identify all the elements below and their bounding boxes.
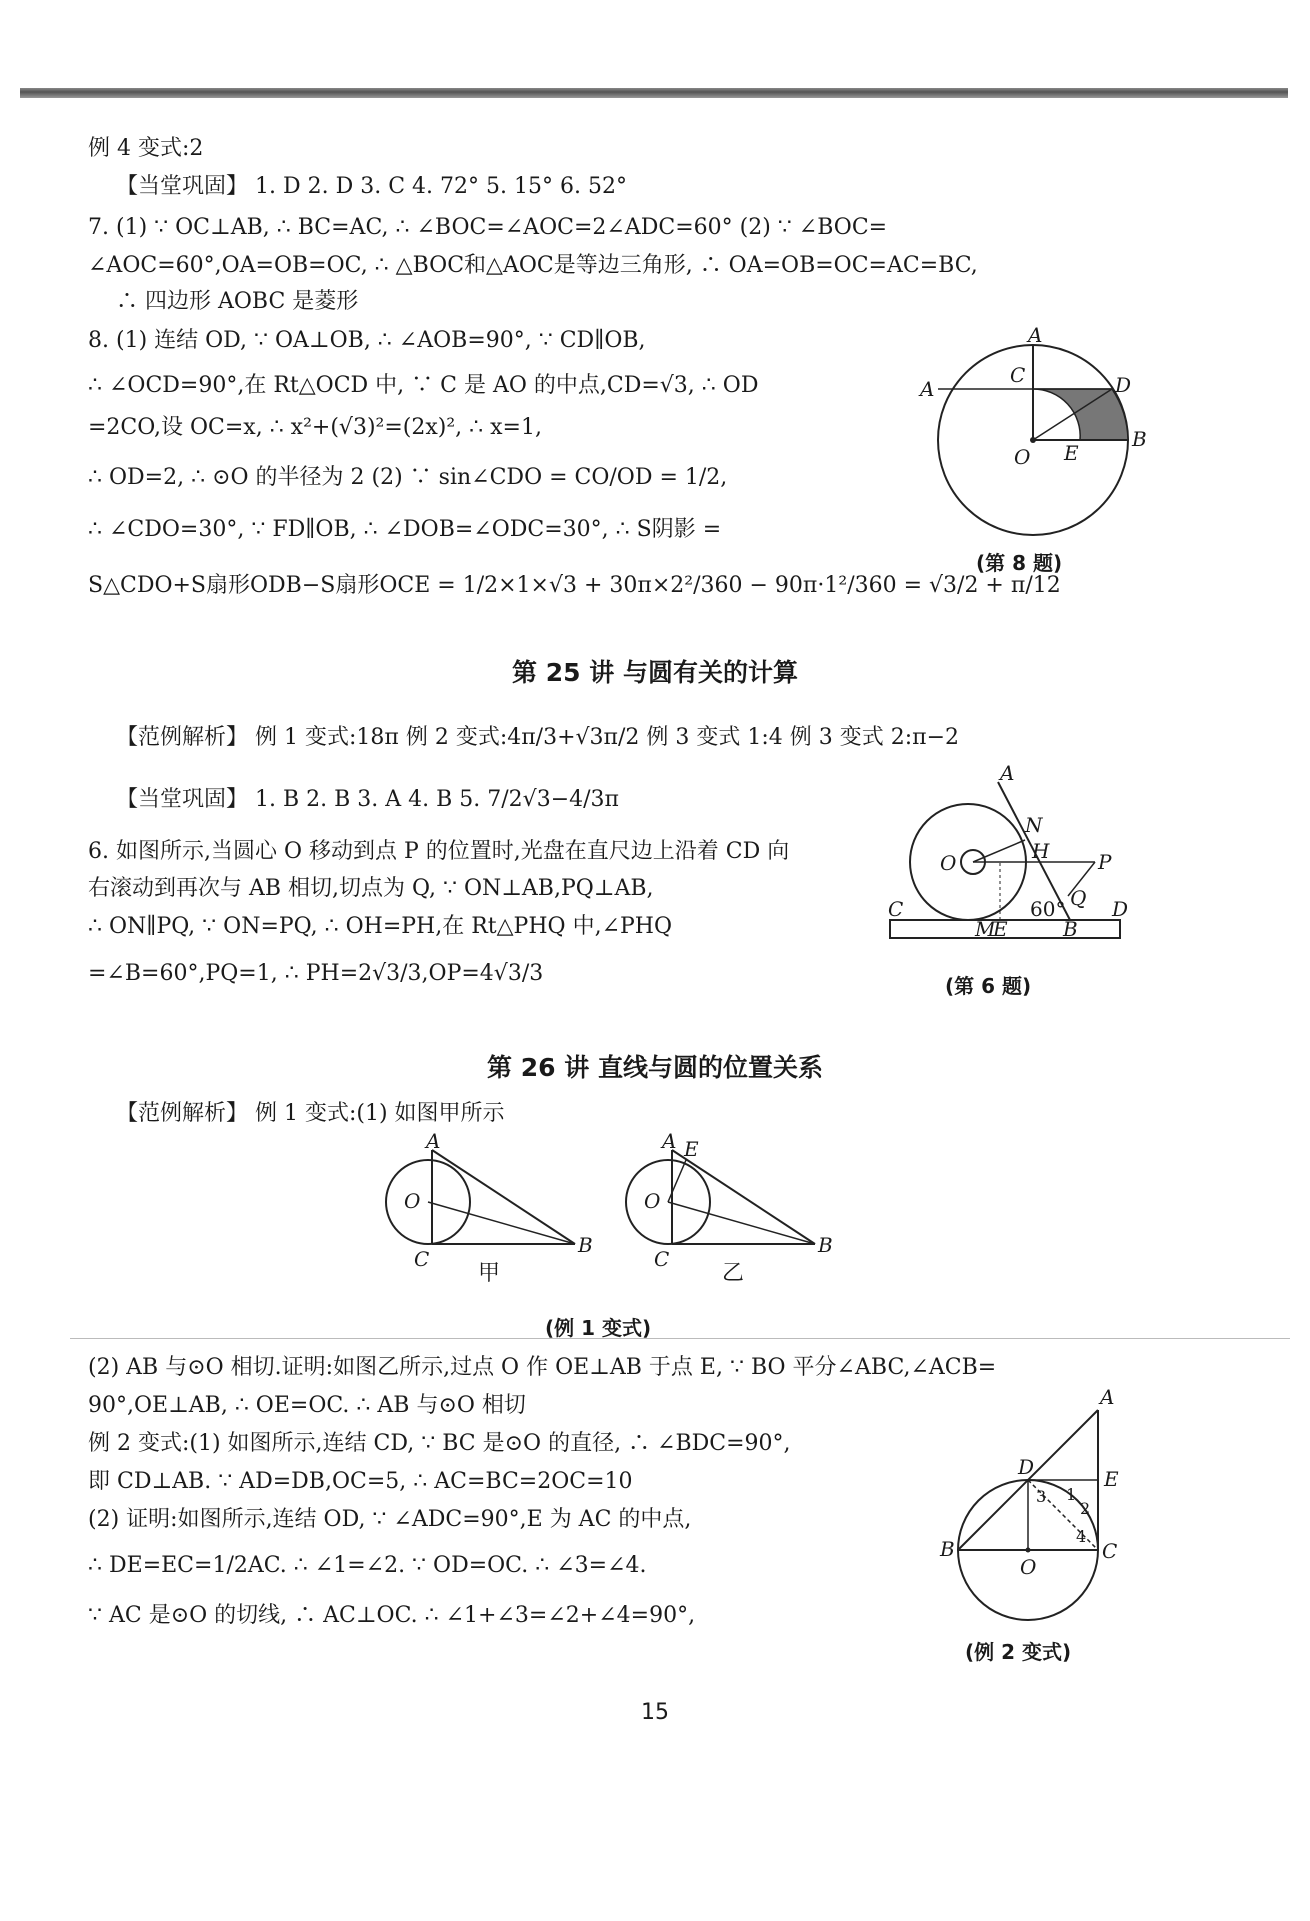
ex2-label-3: 3: [1036, 1487, 1047, 1506]
line-q7-c: ∴ 四边形 AOBC 是菱形: [116, 289, 359, 314]
yi-label-b: B: [818, 1233, 833, 1257]
line-q8-f: S△CDO+S扇形ODB−S扇形OCE = 1/2×1×√3 + 30π×2²/360 − 90π·1²/360 = √3/2 + π/12: [88, 573, 1061, 598]
line-q8-a: 8. (1) 连结 OD, ∵ OA⊥OB, ∴ ∠AOB=90°, ∵ CD∥OB,: [88, 328, 646, 353]
line-q8-c: =2CO,设 OC=x, ∴ x²+(√3)²=(2x)², ∴ x=1,: [88, 415, 542, 440]
q8-label-b: B: [1132, 427, 1147, 451]
line-q6-b: 右滚动到再次与 AB 相切,切点为 Q, ∵ ON⊥AB,PQ⊥AB,: [88, 876, 654, 901]
ex2-label-2: 2: [1080, 1499, 1091, 1518]
caption-yi: 乙: [722, 1261, 745, 1286]
figure-q6: [880, 761, 1130, 950]
ex2-label-a: A: [1100, 1385, 1115, 1409]
line-l25-practice: 【当堂巩固】 1. B 2. B 3. A 4. B 5. 7/2√3−4/3π: [116, 787, 619, 812]
ex2-label-o: O: [1020, 1555, 1037, 1579]
caption-ex2: (例 2 变式): [965, 1640, 1072, 1664]
q6-label-a: A: [1000, 761, 1015, 785]
q6-label-h: H: [1032, 839, 1050, 863]
line-ex1-part2-b: 90°,OE⊥AB, ∴ OE=OC. ∴ AB 与⊙O 相切: [88, 1393, 526, 1418]
section-divider: [70, 1338, 1290, 1339]
ex2-label-e: E: [1104, 1467, 1119, 1491]
jia-label-b: B: [578, 1233, 593, 1257]
q6-label-q: Q: [1070, 886, 1087, 910]
header-rule: [20, 88, 1288, 98]
line-l25-examples: 【范例解析】 例 1 变式:18π 例 2 变式:4π/3+√3π/2 例 3 变式 1:4 例 3 变式 2:π−2: [116, 725, 960, 750]
caption-ex1: (例 1 变式): [545, 1316, 652, 1340]
line-q8-b: ∴ ∠OCD=90°,在 Rt△OCD 中, ∵ C 是 AO 的中点,CD=√3, ∴ OD: [88, 373, 759, 398]
q8-center-dot: [1030, 437, 1036, 443]
yi-line-oe: [668, 1160, 686, 1202]
q8-label-d: D: [1115, 373, 1132, 397]
jia-label-o: O: [404, 1189, 421, 1213]
q6-label-c: C: [888, 897, 904, 921]
q6-line-on: [973, 840, 1025, 862]
q6-label-d: D: [1112, 897, 1129, 921]
q6-label-60deg: 60°: [1030, 897, 1066, 921]
line-ex1-part2-a: (2) AB 与⊙O 相切.证明:如图乙所示,过点 O 作 OE⊥AB 于点 E, ∵ BO 平分∠ABC,∠ACB=: [88, 1355, 997, 1380]
line-q7-b: ∠AOC=60°,OA=OB=OC, ∴ △BOC和△AOC是等边三角形, ∴ OA=OB=OC=AC=BC,: [88, 253, 978, 278]
line-q6-c: ∴ ON∥PQ, ∵ ON=PQ, ∴ OH=PH,在 Rt△PHQ 中,∠PHQ: [88, 914, 673, 939]
line-practice-answers: 【当堂巩固】 1. D 2. D 3. C 4. 72° 5. 15° 6. 52°: [116, 174, 627, 199]
q8-label-a2: A: [920, 377, 935, 401]
yi-label-a: A: [662, 1129, 677, 1153]
heading-lecture-25: 第 25 讲 与圆有关的计算: [512, 658, 798, 687]
ex2-label-1: 1: [1066, 1485, 1077, 1504]
line-ex4-variant: 例 4 变式:2: [88, 136, 204, 161]
jia-line-ab: [432, 1150, 575, 1244]
q6-label-n: N: [1025, 813, 1043, 837]
line-ex2-a: 例 2 变式:(1) 如图所示,连结 CD, ∵ BC 是⊙O 的直径, ∴ ∠BDC=90°,: [88, 1431, 791, 1456]
line-l26-example: 【范例解析】 例 1 变式:(1) 如图甲所示: [116, 1101, 505, 1126]
figure-ex2: [940, 1385, 1140, 1650]
line-ex2-c: (2) 证明:如图所示,连结 OD, ∵ ∠ADC=90°,E 为 AC 的中点,: [88, 1507, 692, 1532]
figure-q8: [920, 323, 1150, 580]
ex2-label-b: B: [940, 1537, 955, 1561]
ex2-label-c: C: [1102, 1539, 1118, 1563]
yi-label-o: O: [644, 1189, 661, 1213]
q8-label-a: A: [1028, 323, 1043, 347]
q8-shaded-region: [1033, 389, 1128, 440]
q6-label-p: P: [1098, 850, 1112, 874]
caption-fig6: (第 6 题): [945, 974, 1032, 998]
line-ex2-d: ∴ DE=EC=1/2AC. ∴ ∠1=∠2. ∵ OD=OC. ∴ ∠3=∠4.: [88, 1553, 647, 1578]
caption-jia: 甲: [478, 1261, 501, 1286]
ex2-center-dot: [1026, 1548, 1031, 1553]
line-q8-e: ∴ ∠CDO=30°, ∵ FD∥OB, ∴ ∠DOB=∠ODC=30°, ∴ S阴影 =: [88, 517, 722, 542]
line-q6-a: 6. 如图所示,当圆心 O 移动到点 P 的位置时,光盘在直尺边上沿着 CD 向: [88, 839, 790, 864]
page-number: 15: [641, 1700, 669, 1725]
q6-label-b: B: [1063, 917, 1078, 941]
q6-label-o: O: [940, 851, 957, 875]
line-ex2-e: ∵ AC 是⊙O 的切线, ∴ AC⊥OC. ∴ ∠1+∠3=∠2+∠4=90°,: [88, 1603, 696, 1628]
jia-label-c: C: [414, 1247, 430, 1271]
q8-label-e: E: [1064, 441, 1079, 465]
q6-label-e: E: [993, 917, 1008, 941]
yi-line-ab: [672, 1150, 815, 1244]
line-ex2-b: 即 CD⊥AB. ∵ AD=DB,OC=5, ∴ AC=BC=2OC=10: [88, 1469, 633, 1494]
ex2-label-4: 4: [1076, 1527, 1087, 1546]
caption-fig8: (第 8 题): [976, 551, 1063, 575]
line-q6-d: =∠B=60°,PQ=1, ∴ PH=2√3/3,OP=4√3/3: [88, 961, 544, 986]
yi-label-e: E: [684, 1137, 699, 1161]
ex2-label-d: D: [1018, 1455, 1035, 1479]
line-q8-d: ∴ OD=2, ∴ ⊙O 的半径为 2 (2) ∵ sin∠CDO = CO/OD = 1/2,: [88, 465, 728, 490]
line-q7-a: 7. (1) ∵ OC⊥AB, ∴ BC=AC, ∴ ∠BOC=∠AOC=2∠ADC=60° (2) ∵ ∠BOC=: [88, 215, 888, 240]
heading-lecture-26: 第 26 讲 直线与圆的位置关系: [487, 1053, 823, 1082]
q6-label-m: M: [975, 917, 996, 941]
q8-label-o: O: [1014, 445, 1031, 469]
jia-label-a: A: [426, 1129, 441, 1153]
q8-label-c: C: [1010, 363, 1026, 387]
yi-label-c: C: [654, 1247, 670, 1271]
